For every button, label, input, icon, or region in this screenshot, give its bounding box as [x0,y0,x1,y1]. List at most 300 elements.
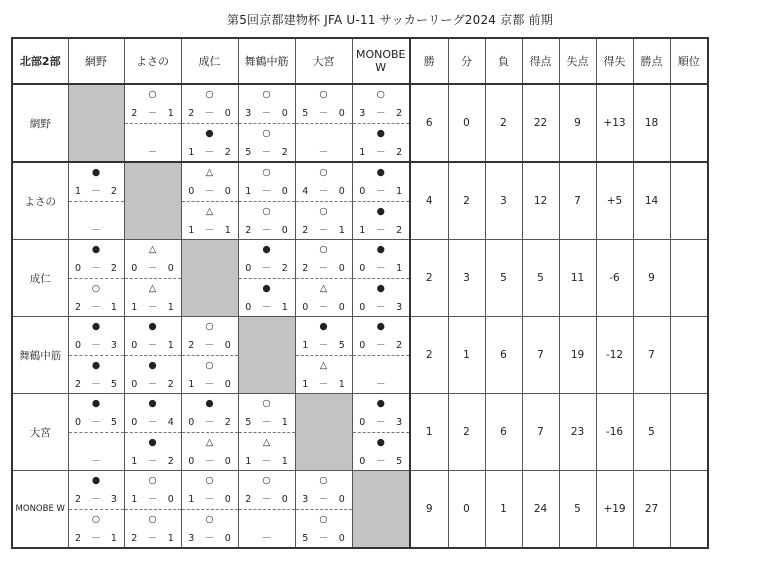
score-home: 5 [302,108,309,119]
second-match-result [125,124,181,162]
match-cell [124,240,181,317]
match-pair [353,317,410,393]
team-column-header: よさの [124,38,181,84]
goals-for-value: 5 [522,240,559,317]
score-away: 0 [281,225,288,236]
score-home: 1 [188,379,195,390]
first-match-result [69,471,124,510]
points-value: 27 [633,471,670,549]
score-away: 2 [110,186,117,197]
score-away: 5 [396,456,403,467]
result-symbol: ● [91,167,101,178]
score-separator: － [318,263,329,274]
self-match-cell [295,394,352,471]
result-symbol: △ [148,283,157,294]
match-pair [353,240,410,316]
team-row [12,317,708,394]
score-away: 3 [396,302,403,313]
match-pair [296,471,352,547]
score-separator: － [147,494,158,505]
first-match-result [239,85,295,124]
score-away: 1 [167,302,174,313]
score-home: 2 [188,340,195,351]
result-symbol: ○ [148,514,157,525]
first-match-result [125,317,181,356]
score-home: 0 [359,456,366,467]
score-separator: － [204,225,215,236]
match-score [125,529,181,548]
match-cell [295,317,352,394]
score-separator: － [261,494,272,505]
match-cell [68,162,124,240]
second-match-result [239,124,295,162]
second-match-result [182,202,238,240]
score-separator: － [204,379,215,390]
match-cell [68,317,124,394]
match-score [296,182,352,201]
goal-difference-value: +5 [596,162,633,240]
score-away: 3 [110,340,117,351]
match-score [239,490,295,509]
match-pair [182,163,238,239]
result-symbol: ○ [319,89,328,100]
match-score [239,182,295,201]
result-symbol: ○ [262,167,271,178]
match-pair [239,240,295,316]
losses-header: 負 [485,38,522,84]
result-symbol: △ [148,244,157,255]
result-symbol: △ [205,206,214,217]
score-separator: － [91,263,101,274]
score-separator: － [375,186,386,197]
header-row [12,38,708,84]
first-match-result [182,317,238,356]
score-home: 4 [302,186,309,197]
score-home: 1 [131,302,138,313]
match-pair [69,317,124,393]
match-pair [239,394,295,470]
result-symbol: ○ [205,514,214,525]
result-symbol [69,433,124,452]
result-symbol: ○ [262,89,271,100]
first-match-result [182,85,238,124]
result-symbol: ○ [319,244,328,255]
goals-against-value: 11 [559,240,596,317]
match-score [296,336,352,355]
result-symbol: ● [376,283,385,294]
score-away: 0 [224,108,231,119]
second-match-result [353,433,410,471]
self-match-cell [238,317,295,394]
score-separator: － [147,379,158,390]
match-pair [125,471,181,547]
score-away: 1 [110,533,117,544]
result-symbol [353,356,410,375]
score-away: 1 [281,417,288,428]
result-symbol: △ [262,437,271,448]
score-away: 1 [281,302,288,313]
match-score [69,336,124,355]
score-separator: － [147,108,158,119]
result-symbol: ● [148,360,157,371]
result-symbol: ○ [91,283,101,294]
wins-header: 勝 [410,38,448,84]
score-separator: － [204,417,215,428]
match-score [239,221,295,240]
match-cell [68,471,124,549]
score-separator: － [147,302,158,313]
result-symbol: ● [91,321,101,332]
score-home: 0 [131,417,138,428]
score-home: 0 [188,417,195,428]
first-match-result [125,394,181,433]
match-score [296,375,352,394]
score-away: 0 [167,494,174,505]
score-separator: － [147,340,158,351]
goal-difference-header: 得失 [596,38,633,84]
match-pair [182,85,238,161]
score-home: 0 [75,417,82,428]
match-cell [238,394,295,471]
first-match-result [353,163,410,202]
second-match-result [353,356,410,394]
match-score [69,452,124,471]
match-pair [125,394,181,470]
match-score [69,490,124,509]
second-match-result [296,356,352,394]
score-separator: － [261,417,272,428]
score-home: 2 [131,533,138,544]
score-away: 0 [224,379,231,390]
match-score [239,298,295,317]
second-match-result [182,510,238,548]
rank-value [670,240,708,317]
score-separator: － [91,186,101,197]
team-column-header: MONOBE W [352,38,410,84]
score-separator: － [261,456,272,467]
score-separator: － [91,225,101,236]
team-row [12,162,708,240]
score-away: 1 [167,108,174,119]
first-match-result [296,163,352,202]
match-cell [68,394,124,471]
goals-for-value: 24 [522,471,559,549]
score-home: 0 [131,379,138,390]
draws-value: 2 [448,162,485,240]
score-away: 1 [110,302,117,313]
score-away: 2 [281,147,288,158]
result-symbol: ● [91,398,101,409]
match-pair [239,85,295,161]
result-symbol: ● [376,128,385,139]
result-symbol: △ [319,283,328,294]
match-score [182,336,238,355]
self-match-cell [68,84,124,162]
score-home: 1 [245,456,252,467]
score-away: 0 [338,108,345,119]
team-row [12,471,708,549]
score-home: 2 [75,533,82,544]
goals-for-value: 7 [522,394,559,471]
match-score [182,413,238,432]
match-score [182,182,238,201]
second-match-result [353,279,410,317]
match-cell [352,240,410,317]
score-home: 2 [188,108,195,119]
score-away: 1 [338,225,345,236]
second-match-result [69,356,124,394]
score-home: 2 [245,225,252,236]
match-cell [238,162,295,240]
match-pair [69,163,124,239]
score-separator: － [318,340,329,351]
match-score [353,221,410,240]
score-home: 1 [131,494,138,505]
second-match-result [182,433,238,471]
score-away: 0 [224,456,231,467]
score-home: 1 [359,225,366,236]
first-match-result [69,317,124,356]
match-pair [239,471,295,547]
score-separator: － [261,302,272,313]
second-match-result [182,356,238,394]
score-away: 1 [396,263,403,274]
score-home: 1 [75,186,82,197]
score-separator: － [91,494,101,505]
match-pair [125,317,181,393]
draws-value: 0 [448,84,485,162]
score-separator: － [375,147,386,158]
score-separator: － [375,263,386,274]
match-score [353,104,410,123]
score-away: 0 [167,263,174,274]
second-match-result [296,279,352,317]
second-match-result [125,279,181,317]
score-home: 0 [359,302,366,313]
first-match-result [239,394,295,433]
result-symbol: ● [376,167,385,178]
score-home: 0 [302,302,309,313]
result-symbol: ● [376,244,385,255]
score-away: 0 [224,340,231,351]
score-away: 0 [338,302,345,313]
score-separator: － [147,147,158,158]
row-team-name: 舞鶴中筋 [12,317,68,394]
match-score [182,375,238,394]
score-separator: － [91,533,101,544]
score-separator: － [91,340,101,351]
match-score [182,143,238,162]
score-separator: － [91,456,101,467]
result-symbol: ● [262,244,271,255]
losses-value: 5 [485,240,522,317]
league-table [11,37,709,549]
match-score [125,104,181,123]
score-home: 2 [131,108,138,119]
score-separator: － [318,533,329,544]
match-score [353,298,410,317]
score-separator: － [375,225,386,236]
goals-for-value: 22 [522,84,559,162]
second-match-result [239,202,295,240]
result-symbol: ○ [91,514,101,525]
match-cell [238,84,295,162]
score-away: 0 [338,263,345,274]
score-away: 0 [224,494,231,505]
match-pair [353,85,410,161]
first-match-result [69,240,124,279]
match-cell [352,162,410,240]
score-home: 0 [131,340,138,351]
result-symbol: ● [148,437,157,448]
first-match-result [182,163,238,202]
first-match-result [69,163,124,202]
first-match-result [182,471,238,510]
score-home: 1 [188,494,195,505]
score-separator: － [375,340,386,351]
goals-for-value: 7 [522,317,559,394]
second-match-result [69,433,124,471]
match-pair [69,240,124,316]
match-score [239,259,295,278]
second-match-result [239,433,295,471]
first-match-result [125,85,181,124]
score-away: 5 [110,417,117,428]
score-away: 0 [281,186,288,197]
team-column-header: 成仁 [181,38,238,84]
match-pair [353,394,410,470]
score-home: 2 [245,494,252,505]
match-score [296,529,352,548]
match-score [125,259,181,278]
score-separator: － [375,108,386,119]
score-separator: － [204,533,215,544]
losses-value: 2 [485,84,522,162]
result-symbol [69,202,124,221]
score-separator: － [147,417,158,428]
goal-difference-value: -16 [596,394,633,471]
match-pair [182,471,238,547]
match-score [296,104,352,123]
score-away: 3 [396,417,403,428]
score-separator: － [318,494,329,505]
result-symbol: ● [376,398,385,409]
score-home: 2 [75,379,82,390]
score-home: 1 [188,147,195,158]
wins-value: 6 [410,84,448,162]
second-match-result [353,124,410,162]
match-pair [125,85,181,161]
match-cell [124,394,181,471]
score-away: 0 [224,186,231,197]
points-header: 勝点 [633,38,670,84]
score-separator: － [204,494,215,505]
score-separator: － [204,340,215,351]
score-home: 0 [188,456,195,467]
score-separator: － [318,108,329,119]
result-symbol [239,510,295,529]
goals-against-value: 5 [559,471,596,549]
match-cell [238,240,295,317]
wins-value: 4 [410,162,448,240]
match-pair [182,394,238,470]
result-symbol: ○ [262,475,271,486]
result-symbol: ● [376,206,385,217]
second-match-result [296,510,352,548]
result-symbol: ● [148,321,157,332]
row-team-name: 大宮 [12,394,68,471]
score-home: 0 [359,340,366,351]
rank-value [670,84,708,162]
match-cell [352,394,410,471]
match-cell [352,84,410,162]
match-score [239,529,295,548]
score-separator: － [375,456,386,467]
score-separator: － [204,186,215,197]
score-separator: － [375,302,386,313]
score-separator: － [204,456,215,467]
match-score [239,143,295,162]
match-score [296,259,352,278]
score-home: 0 [75,263,82,274]
second-match-result [69,510,124,548]
result-symbol: ● [91,244,101,255]
score-home: 0 [245,302,252,313]
score-home: 2 [75,302,82,313]
score-separator: － [318,147,329,158]
points-value: 18 [633,84,670,162]
score-home: 1 [188,225,195,236]
score-separator: － [375,417,386,428]
first-match-result [353,317,410,356]
match-score [125,452,181,471]
points-value: 5 [633,394,670,471]
score-away: 0 [281,494,288,505]
draws-header: 分 [448,38,485,84]
losses-value: 6 [485,317,522,394]
match-score [125,298,181,317]
match-pair [296,163,352,239]
result-symbol: ○ [319,475,328,486]
first-match-result [125,240,181,279]
match-pair [296,317,352,393]
second-match-result [182,124,238,162]
score-home: 5 [245,147,252,158]
score-away: 5 [110,379,117,390]
second-match-result [296,202,352,240]
team-row [12,84,708,162]
match-cell [295,471,352,549]
score-away: 2 [110,263,117,274]
second-match-result [125,510,181,548]
team-row [12,394,708,471]
row-team-name: MONOBE W [12,471,68,549]
second-match-result [353,202,410,240]
match-cell [181,471,238,549]
score-home: 3 [302,494,309,505]
first-match-result [125,471,181,510]
match-score [69,182,124,201]
match-score [125,413,181,432]
result-symbol: ● [148,398,157,409]
score-separator: － [318,225,329,236]
result-symbol: ○ [376,89,385,100]
match-cell [181,394,238,471]
score-home: 0 [359,263,366,274]
second-match-result [125,433,181,471]
first-match-result [296,85,352,124]
match-cell [238,471,295,549]
